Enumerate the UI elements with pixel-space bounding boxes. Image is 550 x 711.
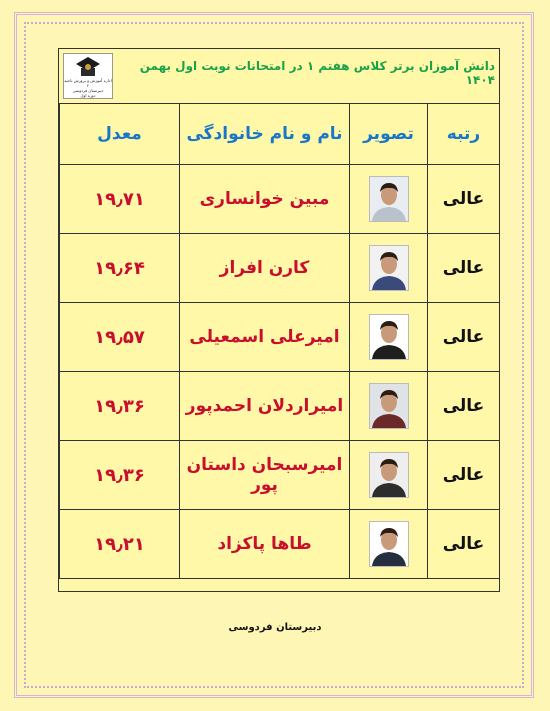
student-name: امیرسبحان داستان پور [180, 441, 350, 510]
student-average: ۱۹٫۶۴ [60, 234, 180, 303]
student-rank: عالی [428, 372, 500, 441]
student-photo [369, 176, 409, 222]
student-photo-cell [350, 441, 428, 510]
header-name: نام و نام خانوادگی [180, 104, 350, 165]
student-name: کارن افراز [180, 234, 350, 303]
table-row [60, 441, 500, 510]
student-rank: عالی [428, 510, 500, 579]
student-name: امیراردلان احمدپور [180, 372, 350, 441]
school-logo [63, 53, 113, 99]
student-rank: عالی [428, 441, 500, 510]
student-rank: عالی [428, 303, 500, 372]
student-name: امیرعلی اسمعیلی [180, 303, 350, 372]
student-photo-cell [350, 165, 428, 234]
table-row [60, 303, 500, 372]
student-average: ۱۹٫۲۱ [60, 510, 180, 579]
student-average: ۱۹٫۳۶ [60, 372, 180, 441]
table-row [60, 165, 500, 234]
header-rank: رتبه [428, 104, 500, 165]
student-photo [369, 383, 409, 429]
school-emblem-icon [73, 56, 103, 78]
logo-line-2: دبیرستان فردوسی [72, 88, 104, 93]
table-row [60, 372, 500, 441]
page-title: دانش آموزان برتر کلاس هفتم ۱ در امتحانات نوبت اول بهمن ۱۴۰۴ [139, 59, 495, 87]
student-photo-cell [350, 303, 428, 372]
student-photo-cell [350, 234, 428, 303]
student-average: ۱۹٫۵۷ [60, 303, 180, 372]
student-photo [369, 314, 409, 360]
header-average: معدل [60, 104, 180, 165]
table-row [60, 510, 500, 579]
table-header-row [60, 104, 500, 165]
student-photo [369, 245, 409, 291]
logo-line-3: دوره اول [80, 93, 96, 98]
student-photo-cell [350, 510, 428, 579]
students-table [59, 103, 500, 579]
student-name: طاها پاکزاد [180, 510, 350, 579]
student-photo [369, 521, 409, 567]
school-name-footer: دبیرستان فردوسی [228, 622, 322, 633]
student-rank: عالی [428, 165, 500, 234]
honor-roll-sheet [58, 48, 500, 592]
student-photo-cell [350, 372, 428, 441]
logo-line-1: اداره آموزش و پرورش ناحیه ۲ [64, 78, 112, 88]
header-photo: تصویر [350, 104, 428, 165]
student-average: ۱۹٫۷۱ [60, 165, 180, 234]
sheet-header [59, 49, 499, 104]
student-name: مبین خوانساری [180, 165, 350, 234]
table-row [60, 234, 500, 303]
student-average: ۱۹٫۳۶ [60, 441, 180, 510]
student-rank: عالی [428, 234, 500, 303]
student-photo [369, 452, 409, 498]
